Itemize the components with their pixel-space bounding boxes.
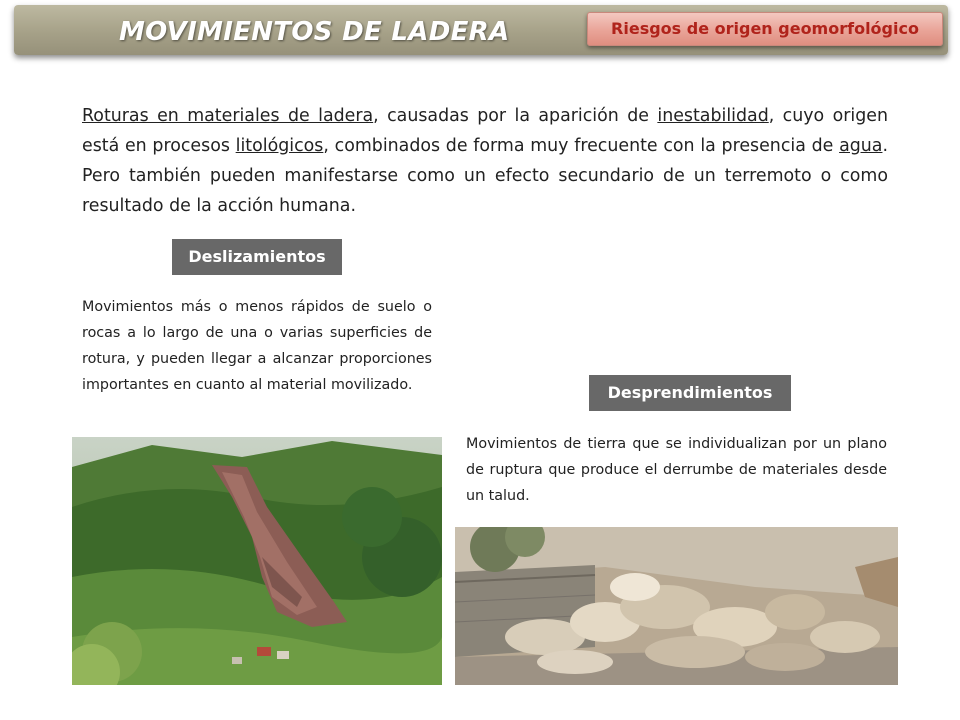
term-litologicos: litológicos: [235, 136, 324, 156]
rockfall-photo: [455, 527, 898, 685]
term-inestabilidad: inestabilidad: [657, 106, 769, 126]
page-title: MOVIMIENTOS DE LADERA: [119, 17, 510, 47]
deslizamientos-label: Deslizamientos: [172, 239, 342, 275]
desprendimientos-description: Movimientos de tierra que se individualizan por un plano de ruptura que produce el derrumbe de materiales desde un talud.: [466, 436, 887, 504]
term-agua: agua: [839, 136, 883, 156]
deslizamientos-description: Movimientos más o menos rápidos de suelo o rocas a lo largo de una o varias superficies de rotura, y pueden llegar a alcanzar proporciones importantes en cuanto al material movilizado.: [82, 299, 432, 393]
intro-paragraph: Roturas en materiales de ladera, causadas por la aparición de inestabilidad, cuyo origen está en procesos litológicos, combinados de forma muy frecuente con la presencia de agua. Pero también pueden manifestarse como un efecto secundario de un terremoto o como resultado de la acción humana.: [82, 106, 888, 216]
desprendimientos-label: Desprendimientos: [589, 375, 791, 411]
topic-badge: Riesgos de origen geomorfológico: [587, 12, 943, 46]
term-roturas: Roturas en materiales de ladera: [82, 106, 374, 126]
landslide-photo: [72, 437, 442, 685]
